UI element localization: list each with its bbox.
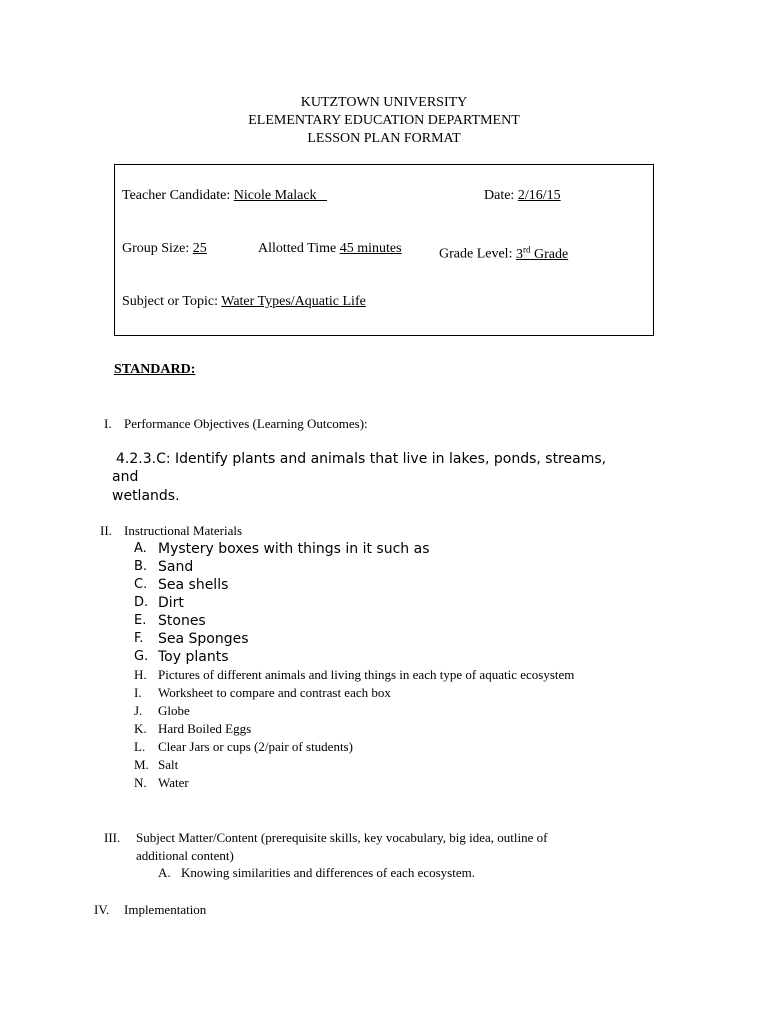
allotted-time-value: 45 minutes [339,241,402,256]
allotted-time-label: Allotted Time [258,241,337,256]
list-item: B. Sand [134,559,194,575]
document-title: LESSON PLAN FORMAT [307,131,461,146]
section-4-title: Implementation [124,902,207,917]
group-size-label: Group Size: [122,241,190,256]
grade-level-label: Grade Level: [439,246,513,262]
lesson-info-box [114,164,654,336]
list-item: A. Mystery boxes with things in it such as [134,541,430,557]
materials-list [134,540,574,792]
section-1-numeral: I. [104,416,112,431]
standard-heading: STANDARD: [114,362,196,377]
section-2-numeral: II. [100,523,112,538]
list-item: K. Hard Boiled Eggs [134,721,252,736]
list-item: E. Stones [134,613,206,629]
list-item: N. Water [134,775,189,790]
list-item: G. Toy plants [134,649,229,665]
list-item: M. Salt [134,757,179,772]
list-item: H. Pictures of different animals and living things in each type of aquatic ecosystem [134,667,575,682]
grade-level-field [439,240,568,264]
section-3-item-mark: A. [158,865,171,880]
date-field [484,187,561,205]
department-name: ELEMENTARY EDUCATION DEPARTMENT [248,113,520,128]
objective-line-1: 4.2.3.C: Identify plants and animals that live in lakes, ponds, streams, [116,451,607,467]
list-item: J. Globe [134,703,190,718]
list-item: F. Sea Sponges [134,631,249,647]
teacher-candidate-label: Teacher Candidate: [122,188,231,203]
group-size-value: 25 [192,241,207,256]
subject-topic-label: Subject or Topic: [122,294,218,309]
objective-line-2: and [112,469,139,485]
subject-topic-field [122,293,366,311]
section-3-numeral: III. [104,830,121,845]
section-3-title-line-1: Subject Matter/Content (prerequisite skills, key vocabulary, big idea, outline of [136,830,548,845]
list-item: D. Dirt [134,595,184,611]
section-4-numeral: IV. [94,902,110,917]
objective-line-3: wetlands. [112,488,180,504]
section-3-item-text: Knowing similarities and differences of each ecosystem. [181,865,475,880]
allotted-time-field [258,240,402,258]
group-size-field [122,240,207,258]
list-item: L. Clear Jars or cups (2/pair of students) [134,739,353,754]
section-3-title-line-2: additional content) [136,848,234,863]
section-2-title: Instructional Materials [124,523,243,538]
list-item: I. Worksheet to compare and contrast each box [134,685,391,700]
grade-level-value: 3rd Grade [515,244,569,262]
date-value: 2/16/15 [517,188,561,203]
section-1-title: Performance Objectives (Learning Outcomes): [124,416,368,431]
teacher-candidate-field [122,187,327,205]
teacher-candidate-value: Nicole Malack [233,188,317,203]
subject-topic-value: Water Types/Aquatic Life [221,294,366,309]
date-label: Date: [484,188,515,203]
list-item: C. Sea shells [134,577,229,593]
university-name: KUTZTOWN UNIVERSITY [300,95,468,110]
